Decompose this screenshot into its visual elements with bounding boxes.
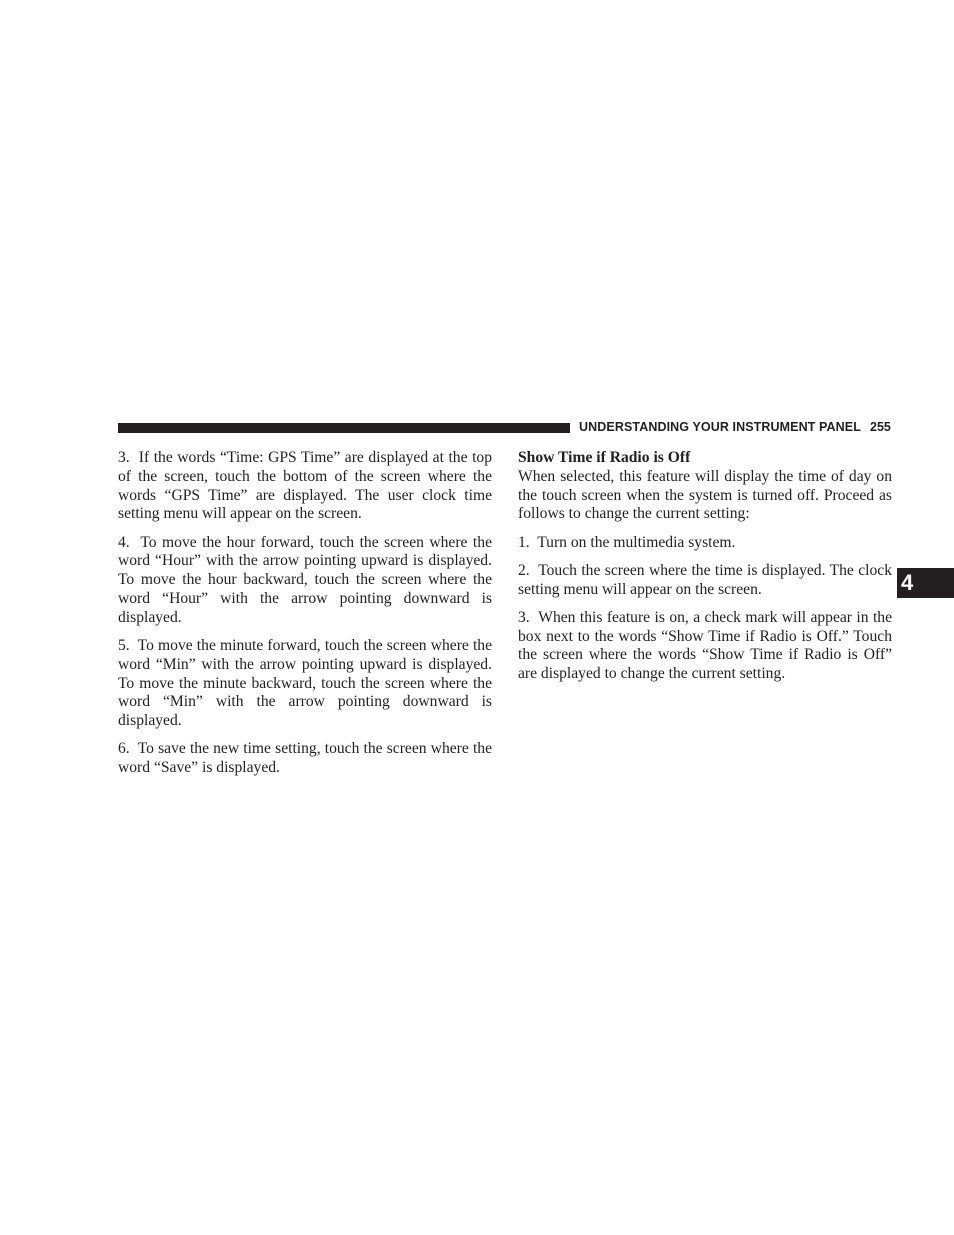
step-paragraph: 6. To save the new time setting, touch the screen where the word “Save” is displayed. xyxy=(118,740,492,777)
step-paragraph: 1. Turn on the multimedia system. xyxy=(518,533,736,551)
step-paragraph: 4. To move the hour forward, touch the screen where the word “Hour” with the arrow pointing upward is displayed. To move the hour backward, touch the screen where the word “Hour” with the arrow pointing downward is displayed. xyxy=(118,533,492,626)
page-number: 255 xyxy=(870,420,891,434)
header-rule xyxy=(118,423,570,433)
right-column xyxy=(518,449,892,693)
running-header-title: UNDERSTANDING YOUR INSTRUMENT PANEL xyxy=(579,420,861,434)
step-paragraph: 5. To move the minute forward, touch the screen where the word “Min” with the arrow pointing upward is displayed. To move the minute backward, touch the screen where the word “Min” with the arrow pointing downward is displayed. xyxy=(118,636,492,730)
section-heading: Show Time if Radio is Off xyxy=(518,449,691,466)
step-paragraph: 3. If the words “Time: GPS Time” are displayed at the top of the screen, touch the bottom of the screen where the words “GPS Time” are displayed. The user clock time setting menu will appear on the screen. xyxy=(118,449,492,523)
step-paragraph: 3. When this feature is on, a check mark will appear in the box next to the words “Show Time if Radio is Off.” Touch the screen where the words “Show Time if Radio is Off” are displayed to change the current setting. xyxy=(518,608,892,683)
chapter-tab: 4 xyxy=(897,568,954,598)
left-column xyxy=(118,449,492,787)
step-paragraph: 2. Touch the screen where the time is displayed. The clock setting menu will appear on the screen. xyxy=(518,561,892,598)
intro-paragraph: When selected, this feature will display the time of day on the touch screen when the system is turned off. Proceed as follows to change the current setting: xyxy=(518,467,892,523)
